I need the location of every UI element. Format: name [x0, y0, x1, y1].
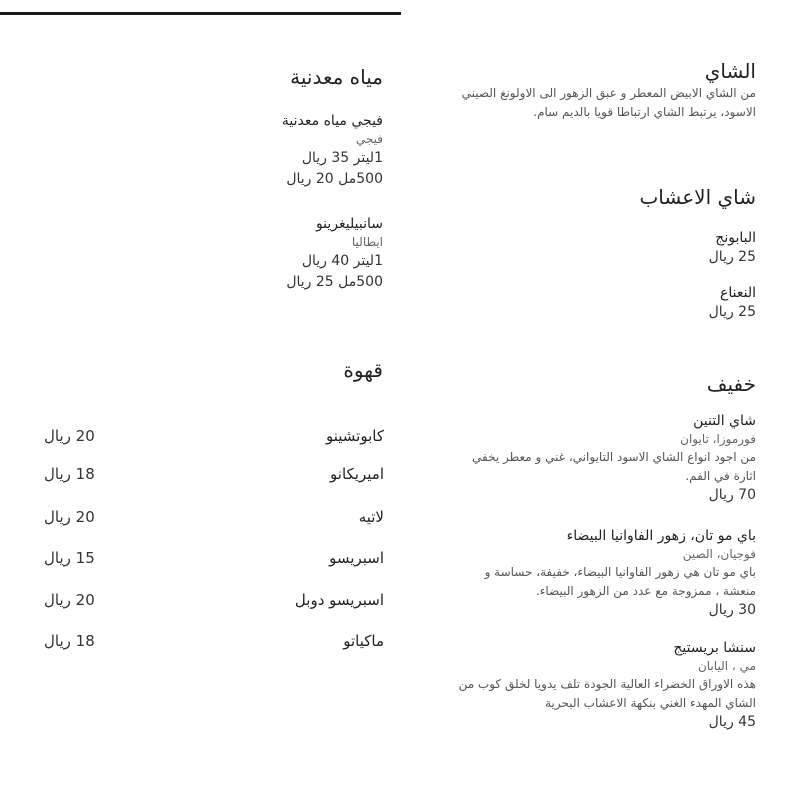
coffee-row	[44, 425, 384, 447]
item-price: 25 ريال	[708, 304, 756, 320]
item-name: باي مو تان، زهور الفاوانيا البيضاء	[566, 528, 756, 544]
herbal-item	[411, 229, 756, 267]
light-item-dragon	[411, 412, 756, 505]
light-title: خفيف	[706, 372, 756, 396]
water-title: مياه معدنية	[290, 65, 383, 89]
coffee-name: اسبريسو	[329, 549, 384, 567]
item-description: منعشة ، ممزوجة مع عدد من الزهور البيضاء.	[535, 584, 756, 598]
light-section	[411, 371, 756, 397]
item-price: 70 ريال	[708, 487, 756, 503]
light-item-bai-mu-tan	[411, 527, 756, 620]
item-origin: فيجي	[355, 132, 383, 146]
tea-description: الاسود، يرتبط الشاي ارتباطا قويا بالديم سام.	[533, 105, 756, 119]
coffee-price: 15 ريال	[44, 549, 95, 567]
coffee-price: 20 ريال	[44, 508, 95, 526]
coffee-row	[44, 547, 384, 569]
item-price-500ml: 500مل 20 ريال	[286, 171, 383, 187]
coffee-name: كابوتشينو	[326, 427, 384, 445]
item-origin: ايطاليا	[351, 235, 383, 249]
coffee-name: لاتيه	[358, 508, 384, 526]
coffee-name: اميريكانو	[330, 465, 384, 483]
item-name: البابونج	[715, 230, 756, 246]
coffee-name: اسبريسو دوبل	[294, 591, 384, 609]
coffee-section	[38, 357, 383, 383]
item-name: فيجي مياه معدنية	[281, 113, 383, 129]
item-price: 25 ريال	[708, 249, 756, 265]
item-description: هذه الاوراق الخضراء العالية الجودة تلف يدويا لخلق كوب من	[458, 677, 756, 691]
item-price: 30 ريال	[708, 602, 756, 618]
tea-title: الشاي	[704, 59, 756, 83]
item-origin: مي ، اليابان	[697, 659, 756, 673]
coffee-price: 18 ريال	[44, 465, 95, 483]
item-name: سانبيليغرينو	[315, 216, 383, 232]
coffee-row	[44, 589, 384, 611]
item-origin: فوجيان، الصين	[682, 547, 756, 561]
item-description: من اجود انواع الشاي الاسود التايواني، غني و معطر يخفي	[472, 450, 756, 464]
tea-description: من الشاي الابيض المعطر و عبق الزهور الى الاولونغ الصيني	[461, 86, 756, 100]
item-price: 45 ريال	[708, 714, 756, 730]
coffee-price: 20 ريال	[44, 591, 95, 609]
herbal-section	[411, 184, 756, 210]
item-name: سنشا بريستيج	[673, 640, 756, 656]
item-description: اثارة في الفم.	[685, 469, 756, 483]
coffee-row	[44, 630, 384, 652]
top-divider	[0, 12, 401, 15]
light-item-sencha	[411, 639, 756, 732]
herbal-title: شاي الاعشاب	[639, 185, 756, 209]
item-price-1l: 1ليتر 40 ريال	[301, 253, 383, 269]
water-item-fiji	[38, 112, 383, 190]
coffee-price: 18 ريال	[44, 632, 95, 650]
coffee-row	[44, 463, 384, 485]
coffee-price: 20 ريال	[44, 427, 95, 445]
item-name: النعناع	[720, 285, 756, 301]
item-price-1l: 1ليتر 35 ريال	[301, 150, 383, 166]
coffee-title: قهوة	[343, 358, 383, 382]
item-origin: فورموزا، تايوان	[680, 432, 756, 446]
item-description: الشاي المهدء الغني بنكهة الاعشاب البحرية	[545, 696, 756, 710]
item-description: باي مو تان هي زهور الفاوانيا البيضاء، خفيفة، حساسة و	[484, 565, 756, 579]
item-name: شاي التنين	[693, 413, 756, 429]
item-price-500ml: 500مل 25 ريال	[286, 274, 383, 290]
coffee-name: ماكياتو	[343, 632, 384, 650]
tea-section	[411, 58, 756, 122]
water-section	[38, 64, 383, 90]
water-item-sanpellegrino	[38, 215, 383, 293]
herbal-item	[411, 284, 756, 322]
coffee-row	[44, 506, 384, 528]
